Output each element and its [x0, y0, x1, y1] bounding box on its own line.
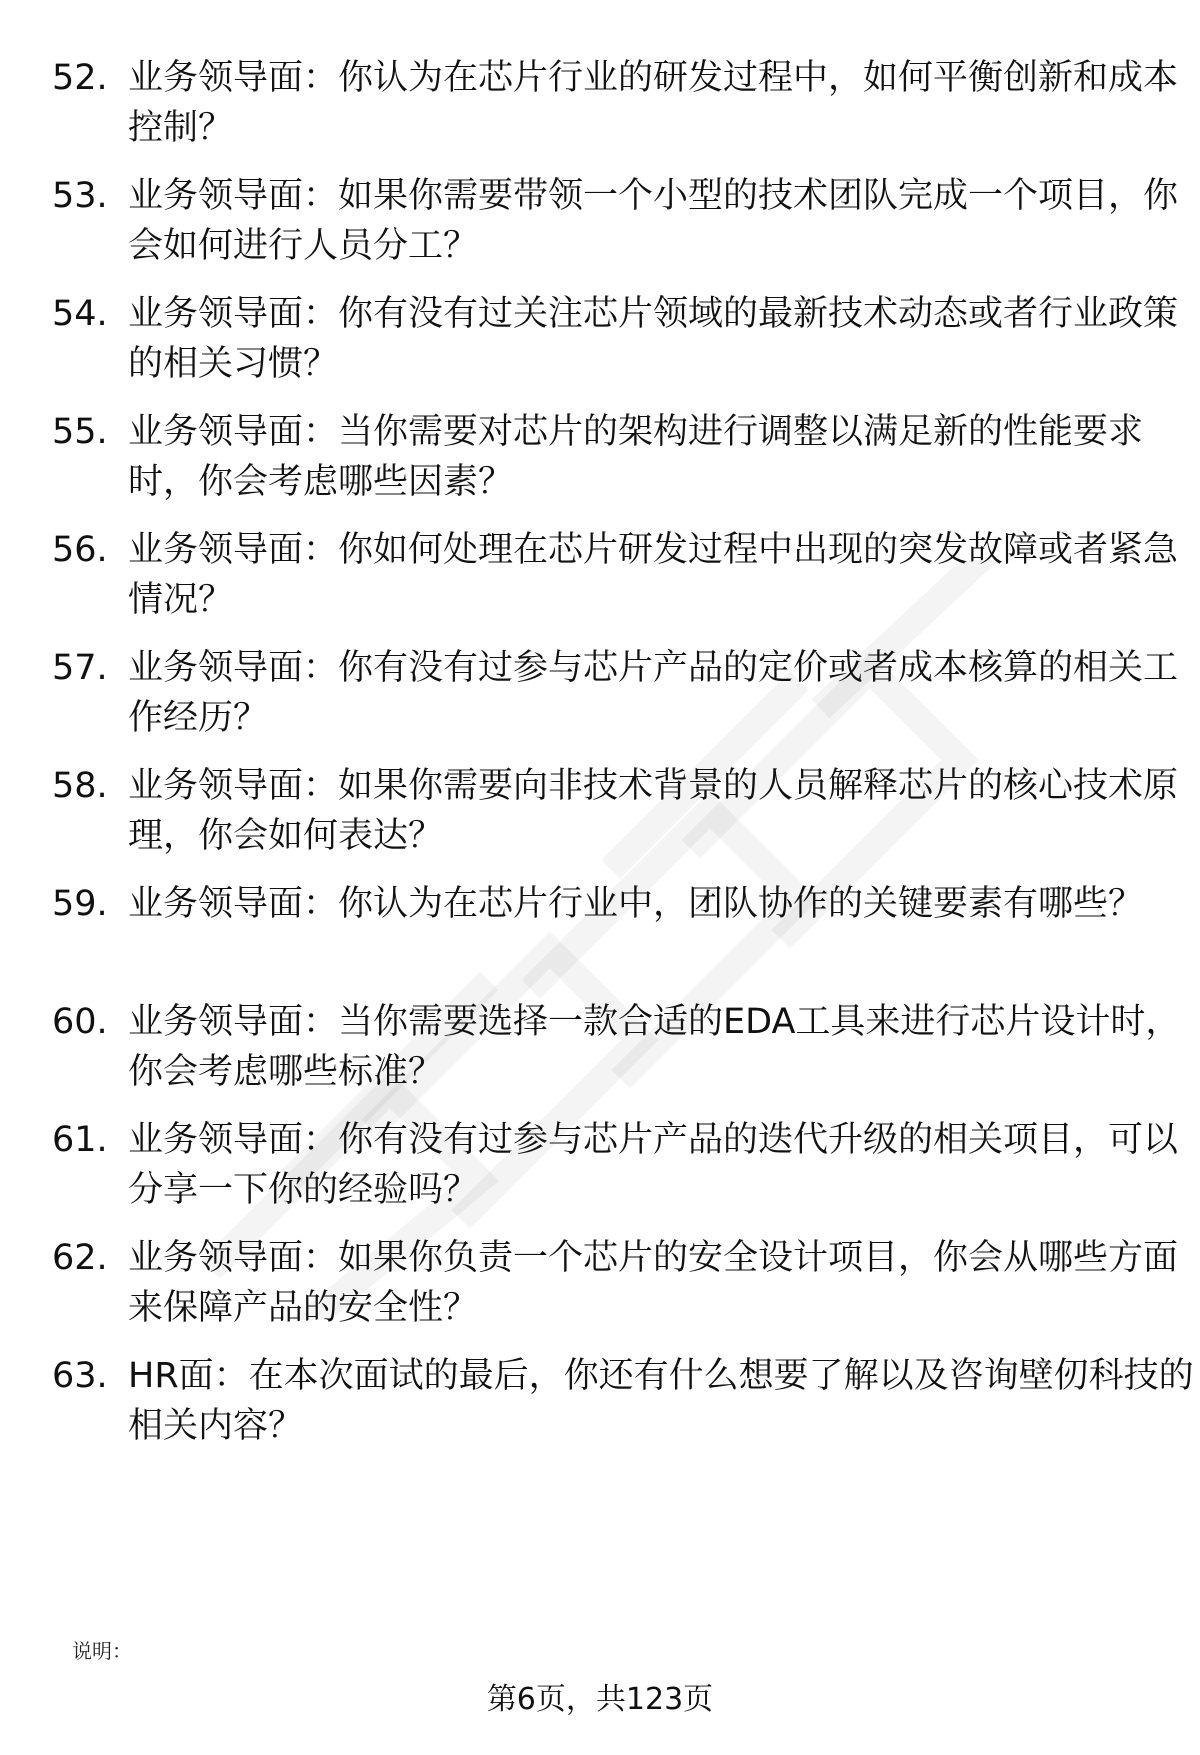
question-item [52, 1351, 1194, 1451]
question-text: 业务领导面：当你需要选择一款合适的EDA工具来进行芯片设计时，你会考虑哪些标准？ [128, 1002, 1181, 1092]
question-text: 业务领导面：你认为在芯片行业中，团队协作的关键要素有哪些？ [128, 884, 1144, 924]
question-item [52, 643, 1179, 743]
question-item [52, 407, 1162, 507]
question-text: 业务领导面：如果你需要带领一个小型的技术团队完成一个项目，你会如何进行人员分工？ [128, 176, 1179, 266]
question-item [52, 525, 1179, 625]
question-item [52, 53, 1179, 153]
question-number: 58. [52, 766, 108, 806]
question-item [52, 879, 1162, 979]
question-number: 61. [52, 1120, 108, 1160]
page-footer: 第6页，共123页 [486, 1682, 714, 1717]
question-item [52, 761, 1179, 861]
question-number: 62. [52, 1238, 108, 1278]
question-text: HR面：在本次面试的最后，你还有什么想要了解以及咨询壁仞科技的相关内容？ [128, 1356, 1194, 1446]
question-text: 业务领导面：你有没有过关注芯片领域的最新技术动态或者行业政策的相关习惯？ [128, 294, 1179, 384]
question-item [52, 1233, 1179, 1333]
question-number: 54. [52, 294, 108, 334]
question-number: 56. [52, 530, 108, 570]
question-text: 业务领导面：当你需要对芯片的架构进行调整以满足新的性能要求时，你会考虑哪些因素？ [128, 412, 1144, 502]
question-text: 业务领导面：如果你需要向非技术背景的人员解释芯片的核心技术原理，你会如何表达？ [128, 766, 1179, 856]
question-text: 业务领导面：你有没有过参与芯片产品的迭代升级的相关项目，可以分享一下你的经验吗？ [128, 1120, 1179, 1210]
question-number: 52. [52, 58, 108, 98]
question-item [52, 997, 1181, 1097]
question-item [52, 289, 1179, 389]
note-label: 说明： [72, 1639, 132, 1663]
question-number: 59. [52, 884, 108, 924]
question-item [52, 171, 1179, 271]
question-text: 业务领导面：你认为在芯片行业的研发过程中，如何平衡创新和成本控制？ [128, 58, 1179, 148]
question-text: 业务领导面：你有没有过参与芯片产品的定价或者成本核算的相关工作经历？ [128, 648, 1179, 738]
question-number: 57. [52, 648, 108, 688]
question-item [52, 1115, 1179, 1215]
question-number: 55. [52, 412, 108, 452]
question-number: 53. [52, 176, 108, 216]
question-text: 业务领导面：如果你负责一个芯片的安全设计项目，你会从哪些方面来保障产品的安全性？ [128, 1238, 1179, 1328]
question-number: 60. [52, 1002, 108, 1042]
question-text: 业务领导面：你如何处理在芯片研发过程中出现的突发故障或者紧急情况？ [128, 530, 1179, 620]
question-number: 63. [52, 1356, 108, 1396]
